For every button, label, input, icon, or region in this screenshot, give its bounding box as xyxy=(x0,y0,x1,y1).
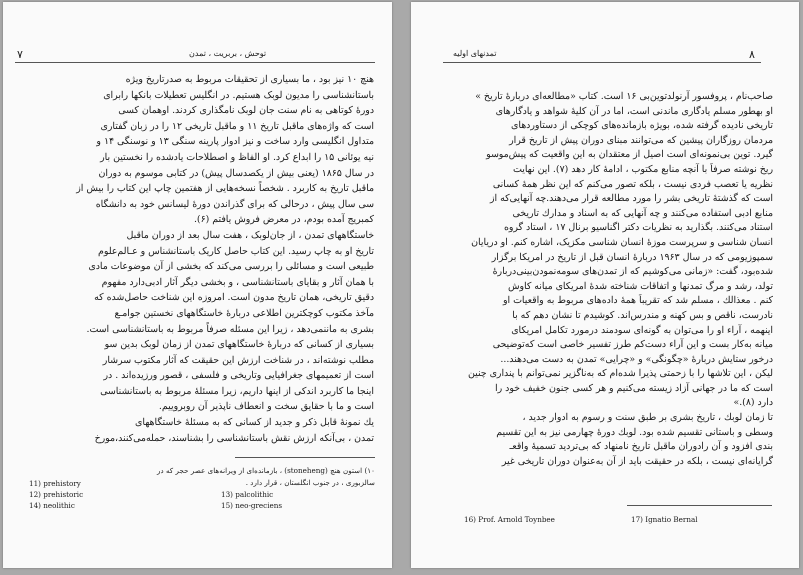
text-line: است که گذشتهٔ تاریخی بشر را مورد مطالعه قرار می‌دهند.چه آنهایی‌که از xyxy=(489,193,773,205)
text-line: تا زمان لوبك ، تاریخ بشری بر طبق سنت و رسوم به ادوار جدید ، xyxy=(522,412,773,424)
text-line: سمپوزیومی که در سال ۱۹۶۳ دربارهٔ انسان قبل از تاریخ در امریکا برگزار xyxy=(491,251,773,263)
text-line: نادرست، ناقص و بس کهنه و مندرس‌اند. کوشیدم تا نشان دهم که با xyxy=(512,309,773,321)
footnote-13: 13) palcolithic xyxy=(221,490,274,499)
text-line: درخور ستایش دربارهٔ «چگونگی» و «چرایی» تمدن به دست می‌دهند... xyxy=(500,353,773,365)
footnote-12: 12) prehistoric xyxy=(29,490,84,499)
page-number: ۸ xyxy=(749,48,755,61)
text-line: اینجا ما کاربرد اندکی از اینها داریم، زیرا مسئلهٔ مربوط به باستانشناسی xyxy=(100,385,374,397)
text-line: است که ما در جهانی آزاد زیسته می‌کنیم و هر کسی جنون خفیف خود را xyxy=(495,382,773,394)
text-line: است که واژه‌های ماقبل تاریخ ۱۱ و ماقبل تاریخی ۱۲ را در زبان گفتاری xyxy=(100,120,374,132)
text-line: باستانشناسی را مدیون لوبک هستیم. در انگلیس تعطیلات بانکها رابرای xyxy=(103,89,374,101)
text-line: هنچ ۱۰ نیز بود ، ما بسیاری از تحقیقات مربوط به صدرتاریخ ویژه xyxy=(125,74,374,85)
text-line: نظریه یا تعصب فردی نیست ، بلکه تصور می‌کنم که این نظر همهٔ کسانی xyxy=(492,178,773,190)
running-head: توحش ، بربریت ، تمدن xyxy=(189,49,267,58)
text-line: تاریخ او به چاپ رسید. این کتاب حاصل کاریک باستانشناس و عـالم‌علوم xyxy=(98,245,374,257)
text-line: او بهطور مسلم یادگاری ماندنی است، اما در آن کلیهٔ شواهد و یادگارهای xyxy=(495,105,773,117)
text-line: نیه یوئانی ۱۵ را ابداع کرد. او الفاظ و اصطلاحات یادشده را نخستین بار xyxy=(100,151,374,163)
text-line: طبیعی است و مسائلی را بررسی می‌کند که بخشی از آن موضوعات مادی xyxy=(88,261,374,273)
text-line: متداول انگلیسی وارد ساخت و نیز ادوار پارینه سنگی ۱۳ و نوسنگی ۱۴ و xyxy=(96,136,374,148)
text-line: لیکن ، این تلاشها را با زحمتی پذیرا شده‌ام که به‌ناگزیر نمی‌توانم با پنداری چنین xyxy=(468,368,773,380)
text-line: دقیق تاریخی، همان تاریخ مدون است. امروزه این شناخت حاصل‌شده که xyxy=(94,292,374,304)
text-line: مردمان روزگاران پیشین که می‌توانند مبنای دوران پیش از تاریخ قرار xyxy=(509,134,773,146)
text-line: تمدن ، بی‌آنکه ارزش نقش باستانشناسی را بشناسند، حمله‌می‌کنند،مورخ xyxy=(94,432,374,444)
text-line: تولد، رشد و مرگ تمدنها و اتفاقات شناخته شدهٔ امریکای میانه کاوش xyxy=(508,280,773,292)
text-line: اینهمه ، آراء او را می‌توان به گونه‌ای سودمند درمورد تکامل امریکای xyxy=(511,324,773,336)
text-line: بندی افزود و آن رادوران ماقبل تاریخ نامنهاد که بی‌تردید تسمیهٔ واقعـ xyxy=(509,441,773,453)
text-line: گرایانه‌ای نیست ، بلکه در حقیقت باید از آن به‌عنوان دوران تاریخی غیر xyxy=(501,455,773,467)
left-page xyxy=(3,2,392,568)
text-line: انسان شناسی و سرپرست موزهٔ انسان شناسی مکزیک، اشاره کنم. او دریایان xyxy=(471,236,773,248)
footnote-rule xyxy=(627,505,772,506)
text-line: با همان آثار و بقایای باستانشناسی ، و بخشی دیگر آثار ادبی‌دارد مفهوم xyxy=(101,276,374,288)
text-line: منابع ادبی استفاده می‌کنند و چه آنهایی که به اسناد و مدارك تاریخی xyxy=(512,207,773,219)
text-line: شده‌بود، گفت: «زمانی می‌کوشیم که از تمدن‌های سومه‌نمودن‌بینی‌دربارهٔ xyxy=(492,266,773,278)
footnote-17: 17) Ignatio Bernal xyxy=(631,515,698,524)
text-line: ریخ نوشته صرفاً با آنچه منابع مکتوب ، ادامهٔ کار دهد (۷). این نهایت xyxy=(513,163,773,175)
page-number: ۷ xyxy=(17,48,23,61)
header-rule xyxy=(15,62,375,63)
text-line: ماقبل تاریخ به کاربرد . شخصاً نسخه‌هایی از هفتمین چاپ این کتاب را بیش از xyxy=(76,183,374,195)
text-line: کمبریج آمده بودم، در معرض فروش یافتم (۶). xyxy=(193,214,374,226)
text-line: مآخذ مکتوب کوچکترین اطلاعی دربارهٔ خاستگاههای نخستین جوامـع xyxy=(114,307,374,319)
body-text xyxy=(462,90,773,469)
footnote-rule xyxy=(235,457,375,458)
footnote-15: 15) neo-greciens xyxy=(221,501,283,510)
text-line: تاریخی نادیده گرفته شده، بویژه بازمانده‌های کوچکی از دستاوردهای xyxy=(511,120,773,132)
text-line: گیرد. توین بی‌نمونه‌ای است اصیل از معتقدان به این واقعیت که پیش‌موسو xyxy=(486,149,773,161)
text-line: دارد (۸).» xyxy=(733,397,773,409)
right-page xyxy=(411,2,799,568)
text-line: استناد می‌کنند. بگذارید به نظریات دکتر اگناسیو برنال ۱۷ ، استاد گروه xyxy=(503,222,773,234)
footnote-10: ۱۰) استون هنچ (stoneheng) ، بازمانده‌ای از ویرانه‌های عصر حجر که در xyxy=(157,466,375,475)
text-line: میانه به‌کار بست و این آراء دست‌کم طرز تفسیر خاصی است که‌توضیحی xyxy=(492,339,773,351)
text-line: مطلب نوشته‌اند ، در شناخت ارزش این حقیقت که آثار مکتوب سرشار xyxy=(102,354,374,366)
footnote-14: 14) neolithic xyxy=(29,501,75,510)
text-line: بشری به ماننمی‌دهد ، زیرا این مسئله صرفاً مربوط به باستانشناسی است. xyxy=(86,323,374,335)
text-line: است از تعمیمهای جغرافیایی وتاریخی و فلسفی ، قصور ورزیده‌اند . در xyxy=(103,370,374,382)
footnote-11: 11) prehistory xyxy=(29,479,81,488)
footnote-10-cont: سالزبوری ، در جنوب انگلستان ، قرار دارد . xyxy=(245,478,375,487)
text-line: سی سال پیش ، درحالی که برای گذراندن دورهٔ لیسانس خود به دانشگاه xyxy=(95,198,374,210)
text-line: کنم . معذالك ، مسلم شد که تقریباً همهٔ داده‌های مربوط به واقعیات او xyxy=(502,295,773,307)
body-text xyxy=(31,72,374,446)
footnote-16: 16) Prof. Arnold Toynbee xyxy=(464,515,555,524)
text-line: بسیاری از کسانی که دربارهٔ خاستگاههای تمدن از زمان لوبک بدین سو xyxy=(104,339,374,351)
text-line: خاستگاههای تمدن ، از جان‌لوبک ، هفت سال بعد از دوران ماقبل xyxy=(126,229,374,241)
text-line: در سال ۱۸۶۵ (یعنی بیش از یکصدسال پیش) در کتابی موسوم به دوران xyxy=(98,167,374,179)
running-head: تمدنهای اولیه xyxy=(453,49,497,58)
text-line: دورهٔ کوتاهی به نام سنت جان لوبک نامگذاری کردند. اوهمان کسی xyxy=(118,105,374,117)
text-line: صاحب‌نام ، پروفسور آرنولدتوین‌بی ۱۶ است. کتاب «مطالعه‌ای دربارهٔ تاریخ » xyxy=(475,91,773,102)
text-line: یك نمونهٔ قابل ذکر و جدید از کسانی که به مسئلهٔ خاستگاههای xyxy=(135,417,374,429)
text-line: وسطی و باستانی تقسیم شده بود. لوبك دورهٔ چهارمی نیز به این تقسیم xyxy=(496,426,773,438)
header-rule xyxy=(443,62,761,63)
text-line: است و ما با حقایق سخت و انعطاف ناپذیر آن روبروییم. xyxy=(158,401,374,413)
